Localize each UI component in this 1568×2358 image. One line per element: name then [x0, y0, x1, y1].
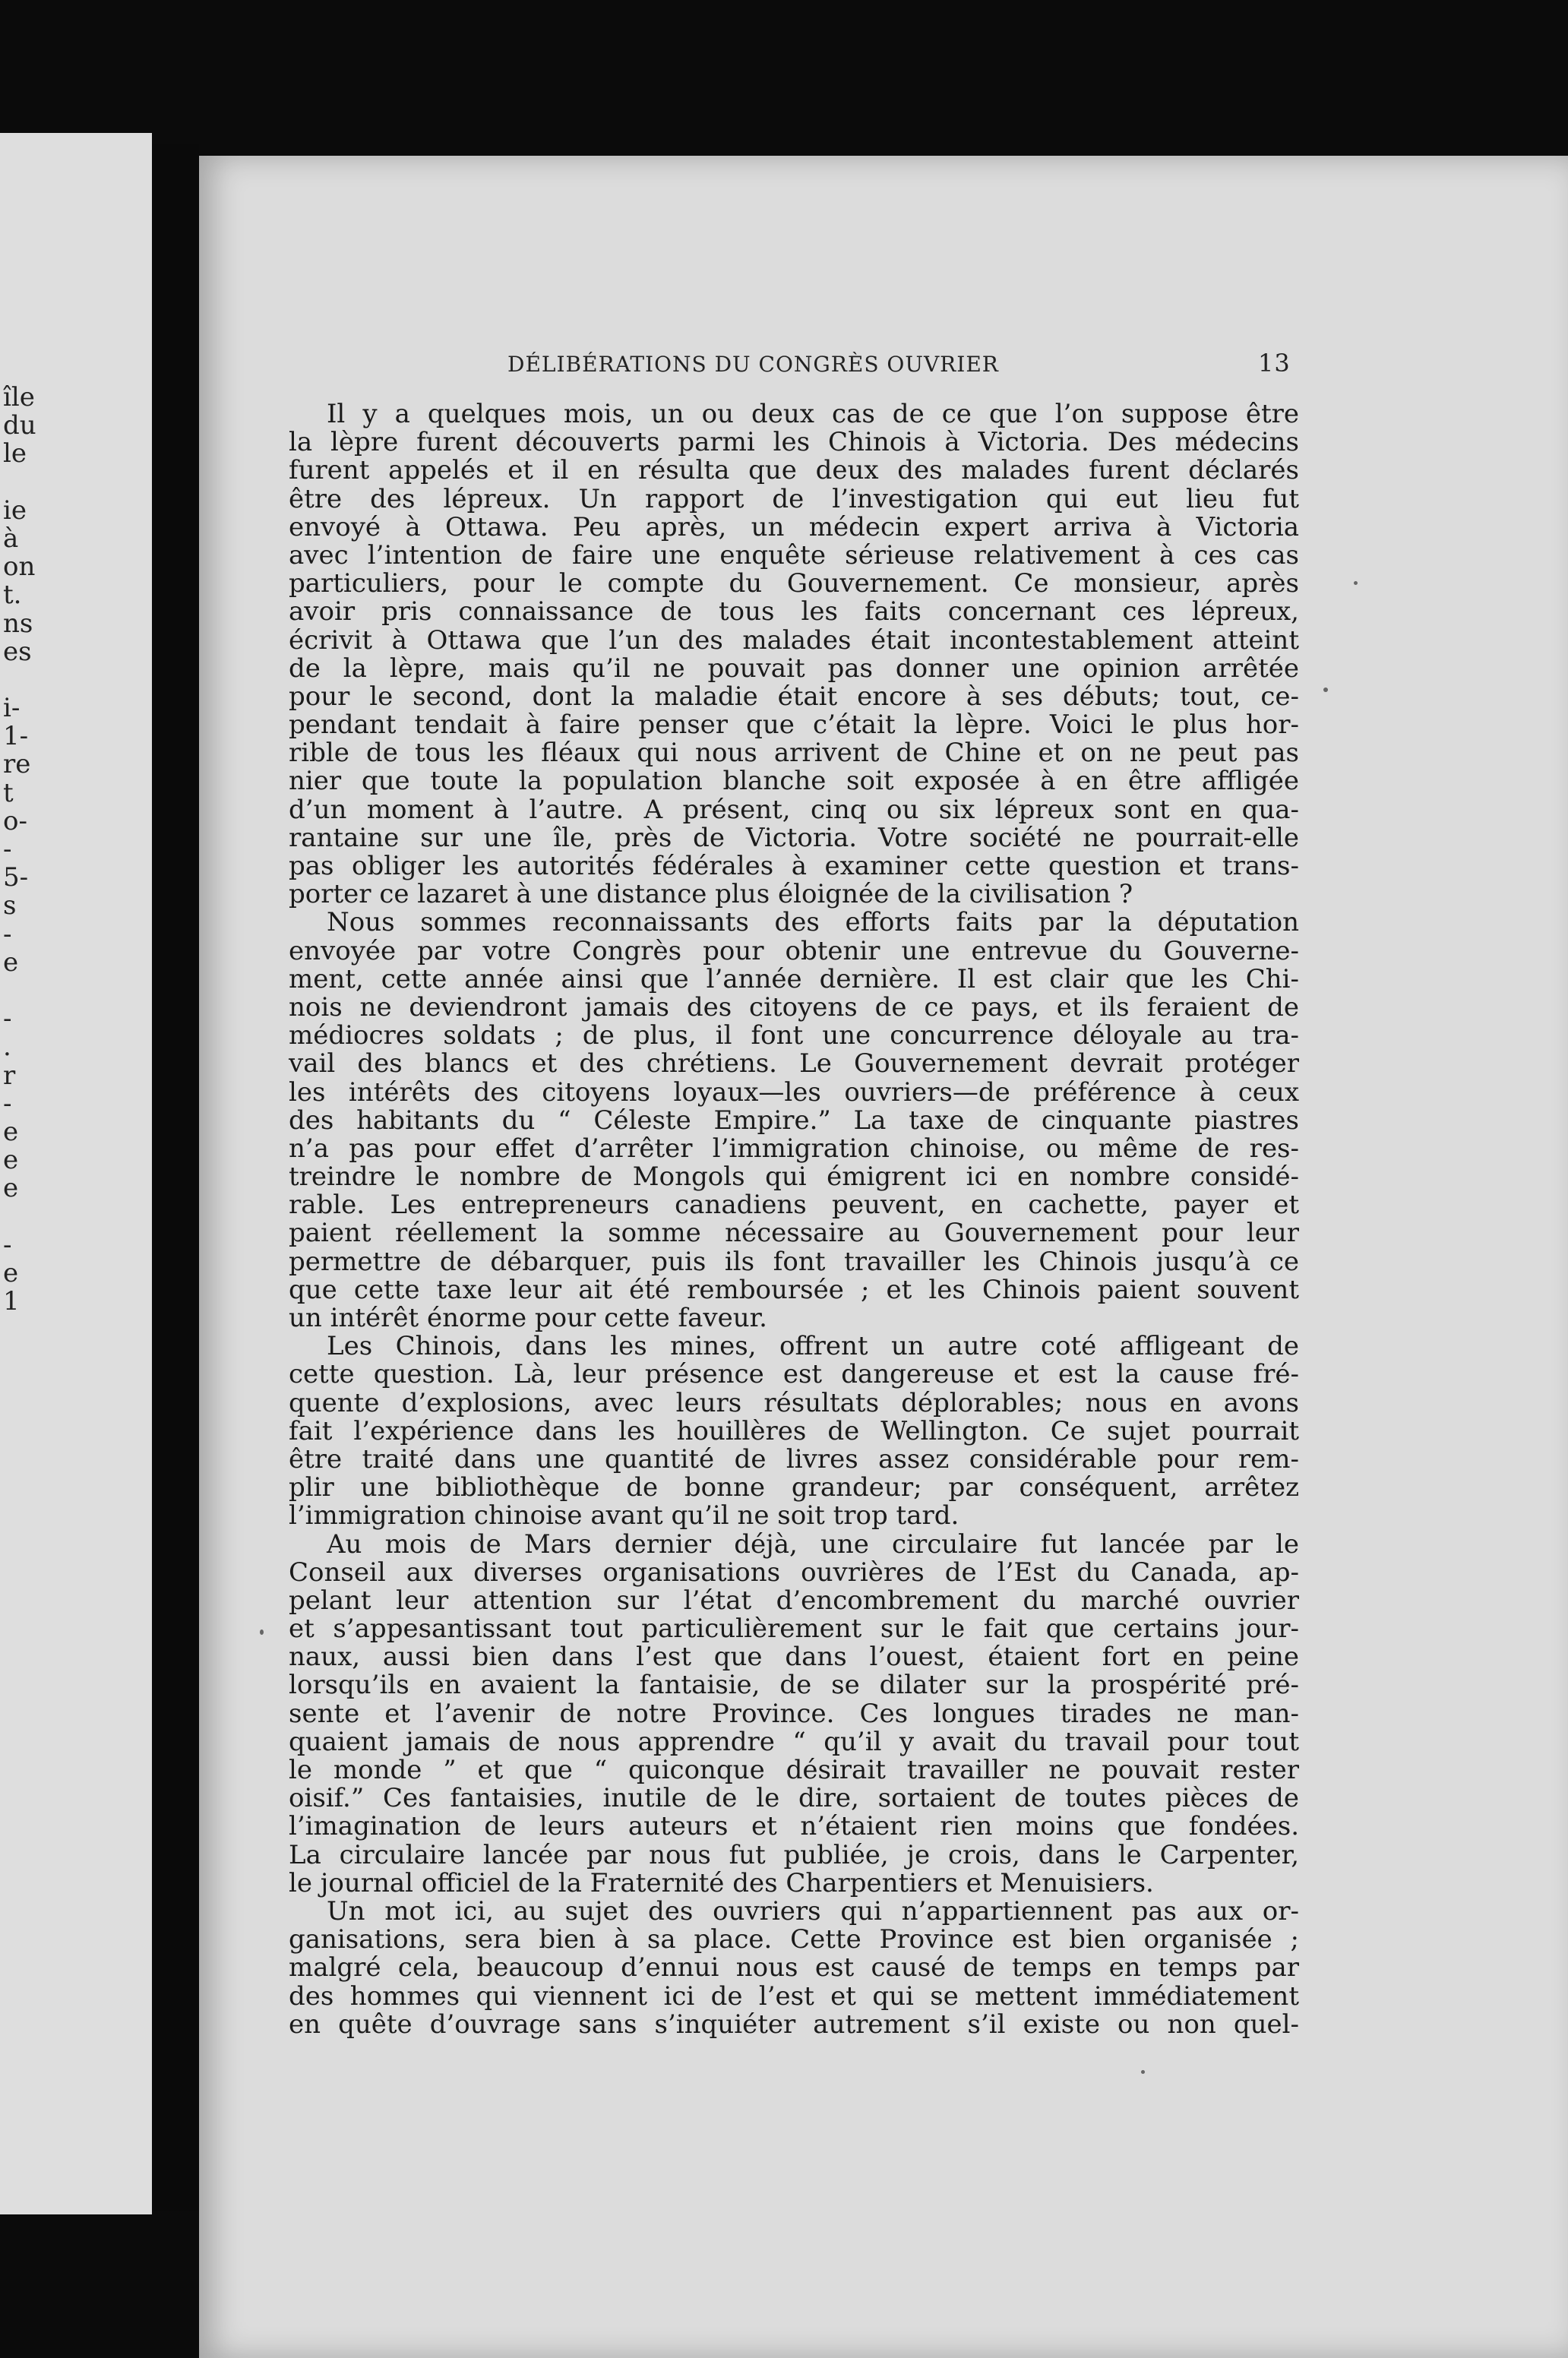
text-line: particuliers, pour le compte du Gouvernement. Ce monsieur, après	[289, 568, 1299, 599]
text-line: treindre le nombre de Mongols qui émigrent ici en nombre considé-	[289, 1162, 1299, 1193]
text-line: fait l’expérience dans les houillères de Wellington. Ce sujet pourrait	[289, 1415, 1299, 1446]
text-line: oisif.” Ces fantaisies, inutile de le dire, sortaient de toutes pièces de	[289, 1783, 1299, 1814]
previous-page-fragment: t.	[3, 580, 22, 611]
text-line: que cette taxe leur ait été remboursée ; et les Chinois paient souvent	[289, 1274, 1299, 1305]
text-line: et s’appesantissant tout particulièrement sur le fait que certains jour-	[289, 1614, 1299, 1645]
previous-page-fragment	[3, 977, 147, 1005]
previous-page-fragment: es	[3, 636, 32, 667]
page-number: 13	[1258, 349, 1291, 378]
text-line: Conseil aux diverses organisations ouvrières de l’Est du Canada, ap-	[289, 1557, 1299, 1588]
text-line: cette question. Là, leur présence est dangereuse et est la cause fré-	[289, 1359, 1299, 1390]
text-line: lorsqu’ils en avaient la fantaisie, de se dilater sur la prospérité pré-	[289, 1670, 1299, 1701]
previous-page-fragment: -	[3, 918, 12, 950]
text-line: Un mot ici, au sujet des ouvriers qui n’appartiennent pas aux or-	[327, 1895, 1299, 1927]
text-line: l’imagination de leurs auteurs et n’étaient rien moins que fondées.	[289, 1811, 1299, 1842]
previous-page-fragment: o-	[3, 805, 27, 836]
text-line: ment, cette année ainsi que l’année dernière. Il est clair que les Chi-	[289, 963, 1299, 994]
previous-page-fragment: 1-	[3, 721, 29, 752]
previous-page-fragment: on	[3, 552, 36, 583]
running-head: DÉLIBÉRATIONS DU CONGRÈS OUVRIER	[507, 352, 999, 377]
text-line: rible de tous les fléaux qui nous arrivent de Chine et on ne peut pas	[289, 738, 1299, 769]
previous-page-fragment: le	[3, 438, 27, 469]
previous-page-fragment: re	[3, 749, 31, 780]
text-line: l’immigration chinoise avant qu’il ne soit trop tard.	[289, 1500, 959, 1531]
text-line: envoyé à Ottawa. Peu après, un médecin expert arriva à Victoria	[289, 511, 1299, 542]
text-line: porter ce lazaret à une distance plus éloignée de la civilisation ?	[289, 879, 1133, 910]
text-line: avec l’intention de faire une enquête sérieuse relativement à ces cas	[289, 539, 1299, 571]
previous-page-fragment: -	[3, 1229, 12, 1260]
paper-speck	[1141, 2070, 1145, 2074]
previous-page-edge	[0, 133, 152, 2214]
text-line: rantaine sur une île, près de Victoria. Votre société ne pourrait-elle	[289, 822, 1299, 853]
previous-page-fragment: -	[3, 1004, 12, 1035]
previous-page-fragment: -	[3, 1088, 12, 1119]
text-line: paient réellement la somme nécessaire au Gouvernement pour leur	[289, 1218, 1299, 1249]
text-line: un intérêt énorme pour cette faveur.	[289, 1303, 767, 1333]
previous-page-fragment	[3, 469, 147, 497]
previous-page-fragment: à	[3, 523, 19, 554]
text-line: furent appelés et il en résulta que deux des malades furent déclarés	[289, 455, 1299, 486]
previous-page-fragment	[3, 1203, 147, 1231]
text-line: n’a pas pour effet d’arrêter l’immigration chinoise, ou même de res-	[289, 1133, 1299, 1164]
text-line: pas obliger les autorités fédérales à examiner cette question et trans-	[289, 851, 1299, 881]
text-line: pour le second, dont la maladie était encore à ses débuts; tout, ce-	[289, 681, 1299, 712]
text-line: être traité dans une quantité de livres assez considérable pour rem-	[289, 1443, 1299, 1475]
previous-page-text-fragments	[3, 384, 147, 1316]
previous-page-fragment: ns	[3, 608, 33, 639]
text-line: médiocres soldats ; de plus, il font une concurrence déloyale au tra-	[289, 1020, 1299, 1051]
text-line: Il y a quelques mois, un ou deux cas de ce que l’on suppose être	[327, 399, 1299, 429]
text-line: de la lèpre, mais qu’il ne pouvait pas donner une opinion arrêtée	[289, 653, 1299, 684]
paper-speck	[1354, 581, 1358, 585]
previous-page-fragment: i-	[3, 693, 21, 724]
text-line: quente d’explosions, avec leurs résultats déplorables; nous en avons	[289, 1387, 1299, 1418]
body-text	[289, 400, 1299, 2039]
paper-speck	[1323, 687, 1328, 692]
text-line: permettre de débarquer, puis ils font travailler les Chinois jusqu’à ce	[289, 1246, 1299, 1277]
previous-page-fragment: 5-	[3, 862, 29, 893]
text-line: ganisations, sera bien à sa place. Cette Province est bien organisée ;	[289, 1924, 1299, 1955]
previous-page-fragment: ie	[3, 495, 27, 526]
text-line: sente et l’avenir de notre Province. Ces longues tirades ne man-	[289, 1698, 1299, 1729]
text-line: malgré cela, beaucoup d’ennui nous est causé de temps en temps par	[289, 1952, 1299, 1983]
text-line: le monde ” et que “ quiconque désirait travailler ne pouvait rester	[289, 1755, 1299, 1785]
previous-page-fragment	[3, 666, 147, 694]
page-header	[310, 349, 1298, 382]
previous-page-fragment: 1	[3, 1286, 20, 1316]
previous-page-fragment: t	[3, 777, 14, 808]
text-line: des hommes qui viennent ici de l’est et qui se mettent immédiatement	[289, 1980, 1299, 2012]
text-line: nois ne deviendront jamais des citoyens de ce pays, et ils feraient de	[289, 991, 1299, 1023]
text-line: rable. Les entrepreneurs canadiens peuvent, en cachette, payer et	[289, 1190, 1299, 1221]
text-line: le journal officiel de la Fraternité des Charpentiers et Menuisiers.	[289, 1867, 1154, 1898]
text-line: avoir pris connaissance de tous les faits concernant ces lépreux,	[289, 596, 1299, 627]
previous-page-fragment: e	[3, 1145, 19, 1176]
text-line: les intérêts des citoyens loyaux—les ouvriers—de préférence à ceux	[289, 1076, 1299, 1108]
previous-page-fragment: du	[3, 410, 36, 441]
previous-page-fragment: -	[3, 834, 12, 864]
previous-page-fragment: .	[3, 1032, 11, 1063]
text-line: plir une bibliothèque de bonne grandeur; par conséquent, arrêtez	[289, 1472, 1299, 1503]
previous-page-fragment: e	[3, 1257, 19, 1288]
text-line: La circulaire lancée par nous fut publiée, je crois, dans le Carpenter,	[289, 1839, 1299, 1870]
previous-page-fragment: île	[3, 382, 35, 412]
text-line: être des lépreux. Un rapport de l’investigation qui eut lieu fut	[289, 483, 1299, 514]
text-line: nier que toute la population blanche soit exposée à en être affligée	[289, 766, 1299, 797]
text-line: quaient jamais de nous apprendre “ qu’il y avait du travail pour tout	[289, 1726, 1299, 1757]
text-line: vail des blancs et des chrétiens. Le Gouvernement devrait protéger	[289, 1048, 1299, 1079]
text-line: Nous sommes reconnaissants des efforts faits par la députation	[327, 907, 1299, 938]
text-line: envoyée par votre Congrès pour obtenir une entrevue du Gouverne-	[289, 935, 1299, 966]
previous-page-fragment: e	[3, 1116, 19, 1147]
book-gutter	[152, 144, 199, 2211]
text-line: d’un moment à l’autre. A présent, cinq ou six lépreux sont en qua-	[289, 794, 1299, 825]
previous-page-fragment: r	[3, 1060, 16, 1091]
text-line: pendant tendait à faire penser que c’était la lèpre. Voici le plus hor-	[289, 710, 1299, 741]
text-line: Les Chinois, dans les mines, offrent un autre coté affligeant de	[327, 1331, 1299, 1362]
text-line: la lèpre furent découverts parmi les Chinois à Victoria. Des médecins	[289, 427, 1299, 458]
paper-speck	[260, 1629, 264, 1635]
previous-page-fragment: e	[3, 947, 19, 978]
text-line: des habitants du “ Céleste Empire.” La taxe de cinquante piastres	[289, 1105, 1299, 1136]
text-line: écrivit à Ottawa que l’un des malades était incontestablement atteint	[289, 624, 1299, 656]
previous-page-fragment: e	[3, 1173, 19, 1204]
text-line: Au mois de Mars dernier déjà, une circulaire fut lancée par le	[327, 1528, 1299, 1560]
text-line: en quête d’ouvrage sans s’inquiéter autrement s’il existe ou non quel-	[289, 2009, 1299, 2040]
text-line: pelant leur attention sur l’état d’encombrement du marché ouvrier	[289, 1585, 1299, 1616]
previous-page-fragment: s	[3, 890, 17, 921]
text-line: naux, aussi bien dans l’est que dans l’ouest, étaient fort en peine	[289, 1642, 1299, 1673]
